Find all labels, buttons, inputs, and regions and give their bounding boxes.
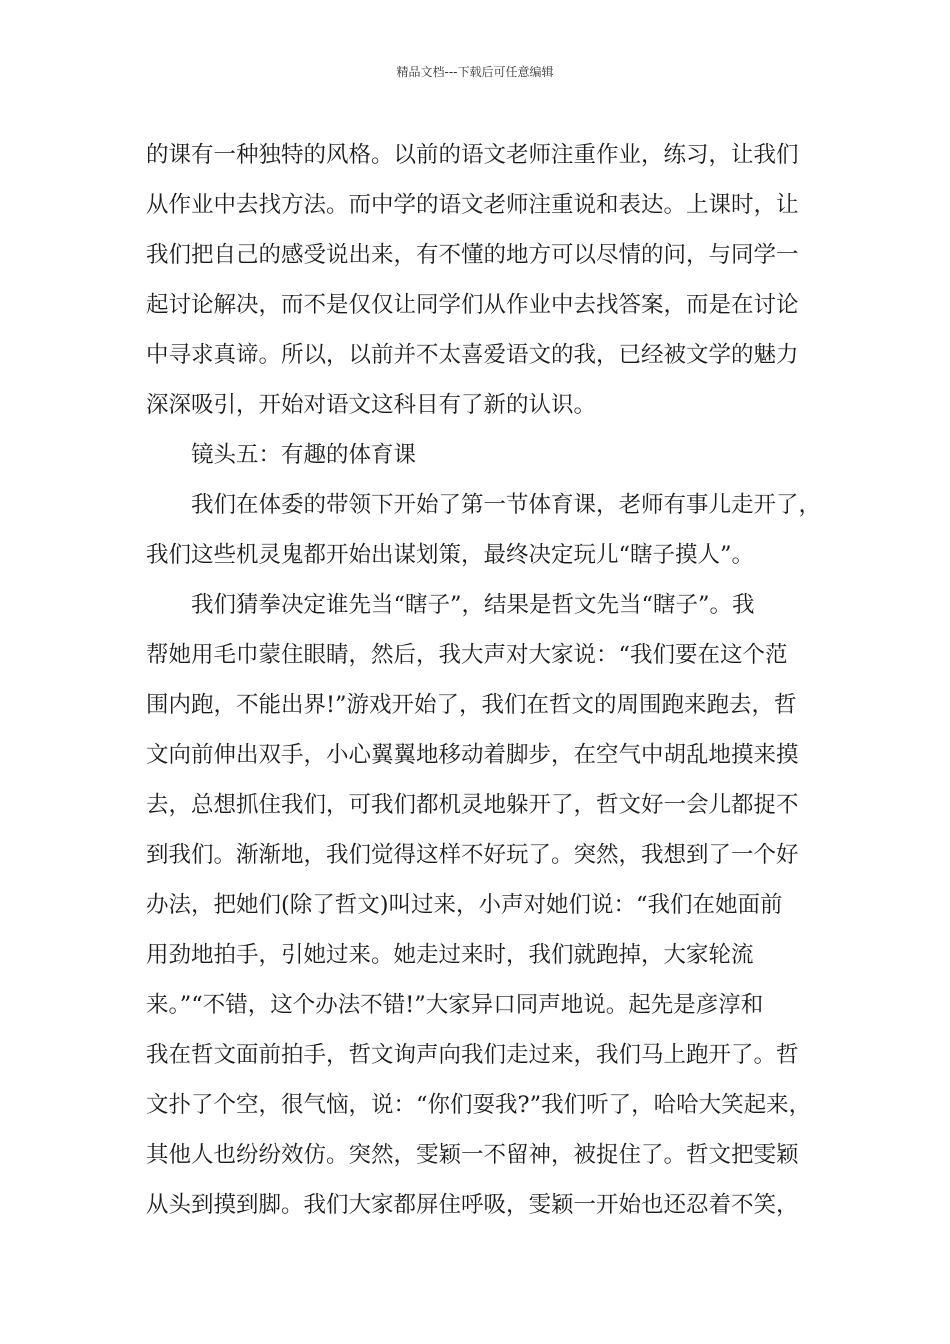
text-line: 其他人也纷纷效仿。突然，雯颖一不留神，被捉住了。哲文把雯颖: [146, 1142, 799, 1168]
text-line: 的课有一种独特的风格。以前的语文老师注重作业，练习，让我们: [146, 142, 799, 168]
text-line: 去，总想抓住我们，可我们都机灵地躲开了，哲文好一会儿都捉不: [146, 792, 799, 818]
text-line: 围内跑，不能出界!”游戏开始了，我们在哲文的周围跑来跑去，哲: [146, 692, 797, 718]
text-line: 我们在体委的带领下开始了第一节体育课，老师有事儿走开了，: [191, 492, 822, 518]
text-line: 我们把自己的感受说出来，有不懂的地方可以尽情的问，与同学一: [146, 242, 799, 268]
text-line: 文扑了个空，很气恼，说：“你们耍我?”我们听了，哈哈大笑起来，: [146, 1092, 812, 1118]
text-line: 我们这些机灵鬼都开始出谋划策，最终决定玩儿“瞎子摸人”。: [146, 542, 755, 568]
text-line: 文向前伸出双手，小心翼翼地移动着脚步，在空气中胡乱地摸来摸: [146, 742, 799, 768]
text-line: 起讨论解决，而不是仅仅让同学们从作业中去找答案，而是在讨论: [146, 292, 799, 318]
document-body: [146, 130, 822, 1230]
text-line: 到我们。渐渐地，我们觉得这样不好玩了。突然，我想到了一个好: [146, 842, 799, 868]
text-line: 我在哲文面前拍手，哲文询声向我们走过来，我们马上跑开了。哲: [146, 1042, 799, 1068]
text-line: 从头到摸到脚。我们大家都屏住呼吸，雯颖一开始也还忍着不笑，: [146, 1192, 799, 1218]
text-line: 来。”“不错，这个办法不错!”大家异口同声地说。起先是彦淳和: [146, 992, 764, 1018]
text-line: 办法，把她们(除了哲文)叫过来，小声对她们说：“我们在她面前: [146, 892, 783, 918]
text-line: 从作业中去找方法。而中学的语文老师注重说和表达。上课时，让: [146, 192, 799, 218]
text-line: 中寻求真谛。所以，以前并不太喜爱语文的我，已经被文学的魅力: [146, 342, 799, 368]
text-line: 帮她用毛巾蒙住眼睛，然后，我大声对大家说：“我们要在这个范: [146, 642, 788, 668]
text-line: 深深吸引，开始对语文这科目有了新的认识。: [146, 392, 597, 418]
page-header: 精品文档---下载后可任意编辑: [396, 65, 554, 79]
text-line: 我们猜拳决定谁先当“瞎子”，结果是哲文先当“瞎子”。我: [191, 592, 755, 618]
text-line: 用劲地拍手，引她过来。她走过来时，我们就跑掉，大家轮流: [146, 942, 754, 968]
section-heading: 镜头五：有趣的体育课: [191, 442, 417, 468]
